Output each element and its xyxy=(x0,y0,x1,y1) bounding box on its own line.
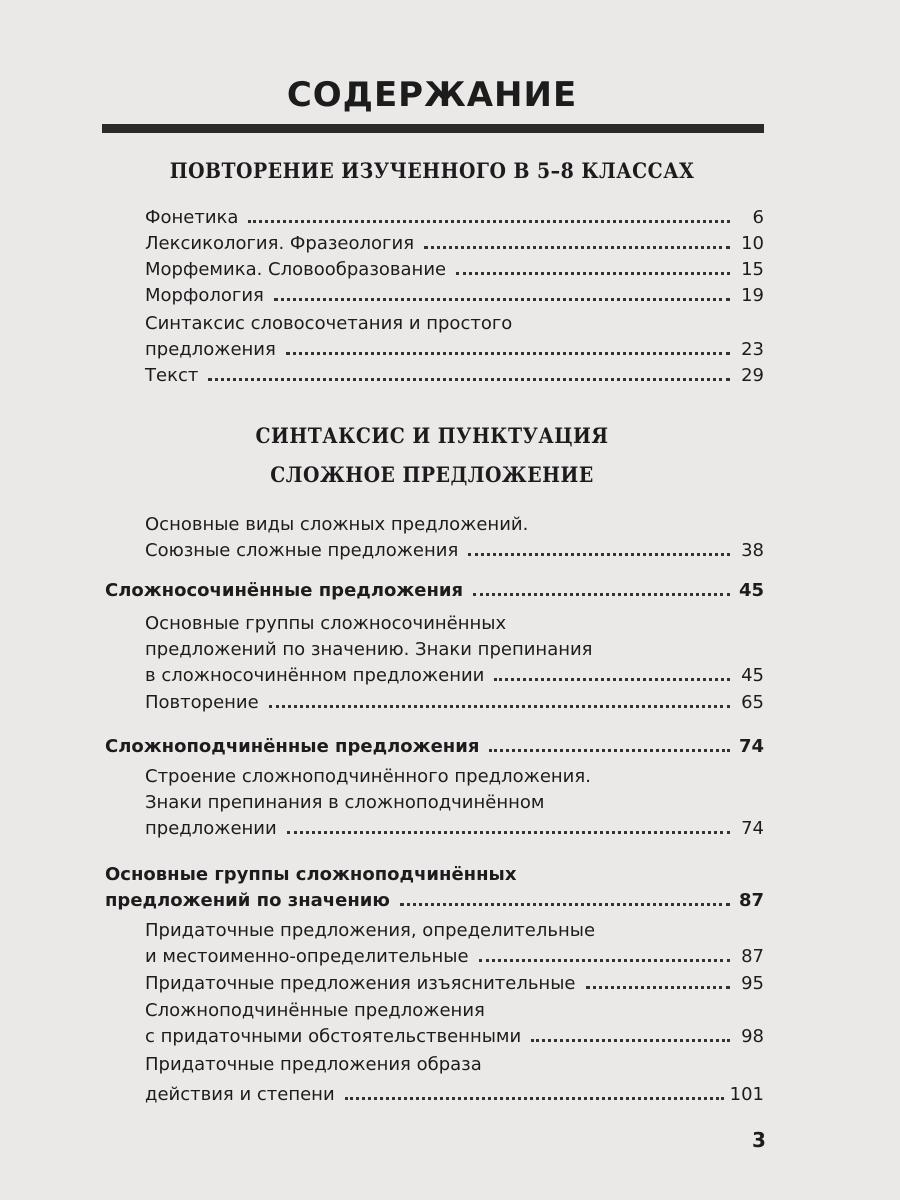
toc-entry-label: предложении xyxy=(145,818,277,839)
leader-dots xyxy=(456,272,730,275)
toc-entry-label: Сложносочинённые предложения xyxy=(105,580,464,601)
toc-entry-page: 45 xyxy=(738,580,764,601)
toc-entry-line: Синтаксис словосочетания и простого xyxy=(145,313,513,334)
toc-entry-label: и местоименно-определительные xyxy=(145,946,469,967)
section-heading-complex: СЛОЖНОЕ ПРЕДЛОЖЕНИЕ xyxy=(270,462,594,487)
leader-dots xyxy=(345,1097,724,1100)
toc-entry-label: Сложноподчинённые предложения xyxy=(105,736,480,757)
toc-entry-phonetics[interactable] xyxy=(145,205,764,231)
toc-entry-manner[interactable] xyxy=(145,1082,764,1108)
toc-entry-label: Фонетика xyxy=(145,207,239,228)
leader-dots xyxy=(494,678,730,681)
toc-entry-label: Морфология xyxy=(145,285,264,306)
toc-entry-label: Текст xyxy=(145,365,199,386)
leader-dots xyxy=(531,1039,730,1042)
toc-entry-label: Лексикология. Фразеология xyxy=(145,233,415,254)
page-title: СОДЕРЖАНИЕ xyxy=(286,75,578,115)
toc-entry-morphology[interactable] xyxy=(145,283,764,309)
toc-entry-text[interactable] xyxy=(145,363,764,389)
toc-entry-page: 45 xyxy=(741,665,764,686)
toc-entry-review[interactable] xyxy=(145,690,764,716)
toc-entry-page: 10 xyxy=(741,233,764,254)
leader-dots xyxy=(586,986,731,989)
toc-entry-page: 29 xyxy=(741,365,764,386)
toc-entry-page: 87 xyxy=(741,946,764,967)
leader-dots xyxy=(208,378,730,381)
toc-entry-label: в сложносочинённом предложении xyxy=(145,665,485,686)
toc-entry-line: Придаточные предложения, определительные xyxy=(145,920,596,941)
toc-entry-label: Союзные сложные предложения xyxy=(145,540,459,561)
toc-entry-lexicology[interactable] xyxy=(145,231,764,257)
leader-dots xyxy=(287,831,730,834)
toc-entry-syntax-simple[interactable] xyxy=(145,337,764,363)
toc-entry-adverbial[interactable] xyxy=(145,1024,764,1050)
toc-entry-line: Основные виды сложных предложений. xyxy=(145,514,529,535)
toc-entry-main-groups[interactable] xyxy=(105,888,764,914)
toc-entry-morphemics[interactable] xyxy=(145,257,764,283)
toc-entry-page: 19 xyxy=(741,285,764,306)
toc-entry-page: 23 xyxy=(741,339,764,360)
toc-entry-label: Морфемика. Словообразование xyxy=(145,259,447,280)
toc-entry-label: Придаточные предложения изъяснительные xyxy=(145,973,576,994)
toc-entry-label: предложений по значению xyxy=(105,890,390,911)
leader-dots xyxy=(400,903,730,906)
toc-entry-page: 74 xyxy=(741,818,764,839)
leader-dots xyxy=(489,749,730,752)
toc-entry-page: 87 xyxy=(738,890,764,911)
leader-dots xyxy=(479,959,730,962)
toc-entry-page: 6 xyxy=(752,207,764,228)
toc-entry-line: Сложноподчинённые предложения xyxy=(145,1000,485,1021)
page-number: 3 xyxy=(752,1128,766,1152)
toc-entry-page: 65 xyxy=(741,692,764,713)
toc-entry-line: предложений по значению. Знаки препинания xyxy=(145,639,593,660)
toc-entry-page: 74 xyxy=(738,736,764,757)
toc-entry-line: Знаки препинания в сложноподчинённом xyxy=(145,792,545,813)
toc-entry-compound[interactable] xyxy=(105,578,764,604)
section-heading-syntax: СИНТАКСИС И ПУНКТУАЦИЯ xyxy=(255,423,609,448)
toc-entry-page: 101 xyxy=(729,1084,764,1105)
leader-dots xyxy=(473,593,730,596)
leader-dots xyxy=(269,705,730,708)
toc-entry-line: Основные группы сложноподчинённых xyxy=(105,864,517,885)
leader-dots xyxy=(274,298,730,301)
toc-entry-label: действия и степени xyxy=(145,1084,335,1105)
leader-dots xyxy=(286,352,730,355)
toc-entry-explanatory[interactable] xyxy=(145,971,764,997)
toc-entry-page: 98 xyxy=(741,1026,764,1047)
toc-entry-compound-groups[interactable] xyxy=(145,663,764,689)
toc-entry-label: с придаточными обстоятельственными xyxy=(145,1026,522,1047)
toc-entry-structure[interactable] xyxy=(145,816,764,842)
toc-entry-label: предложения xyxy=(145,339,276,360)
toc-entry-line: Основные группы сложносочинённых xyxy=(145,613,507,634)
leader-dots xyxy=(248,220,730,223)
toc-entry-complex-sub[interactable] xyxy=(105,734,764,760)
toc-entry-page: 38 xyxy=(741,540,764,561)
toc-entry-line: Придаточные предложения образа xyxy=(145,1054,482,1075)
title-underline xyxy=(102,124,764,133)
section-heading-repeat: ПОВТОРЕНИЕ ИЗУЧЕННОГО В 5–8 КЛАССАХ xyxy=(169,158,695,183)
toc-entry-line: Строение сложноподчинённого предложения. xyxy=(145,766,591,787)
leader-dots xyxy=(424,246,730,249)
toc-entry-attributive[interactable] xyxy=(145,944,764,970)
toc-entry-label: Повторение xyxy=(145,692,259,713)
toc-entry-page: 95 xyxy=(741,973,764,994)
leader-dots xyxy=(468,553,730,556)
toc-entry-union-complex[interactable] xyxy=(145,538,764,564)
toc-entry-page: 15 xyxy=(741,259,764,280)
